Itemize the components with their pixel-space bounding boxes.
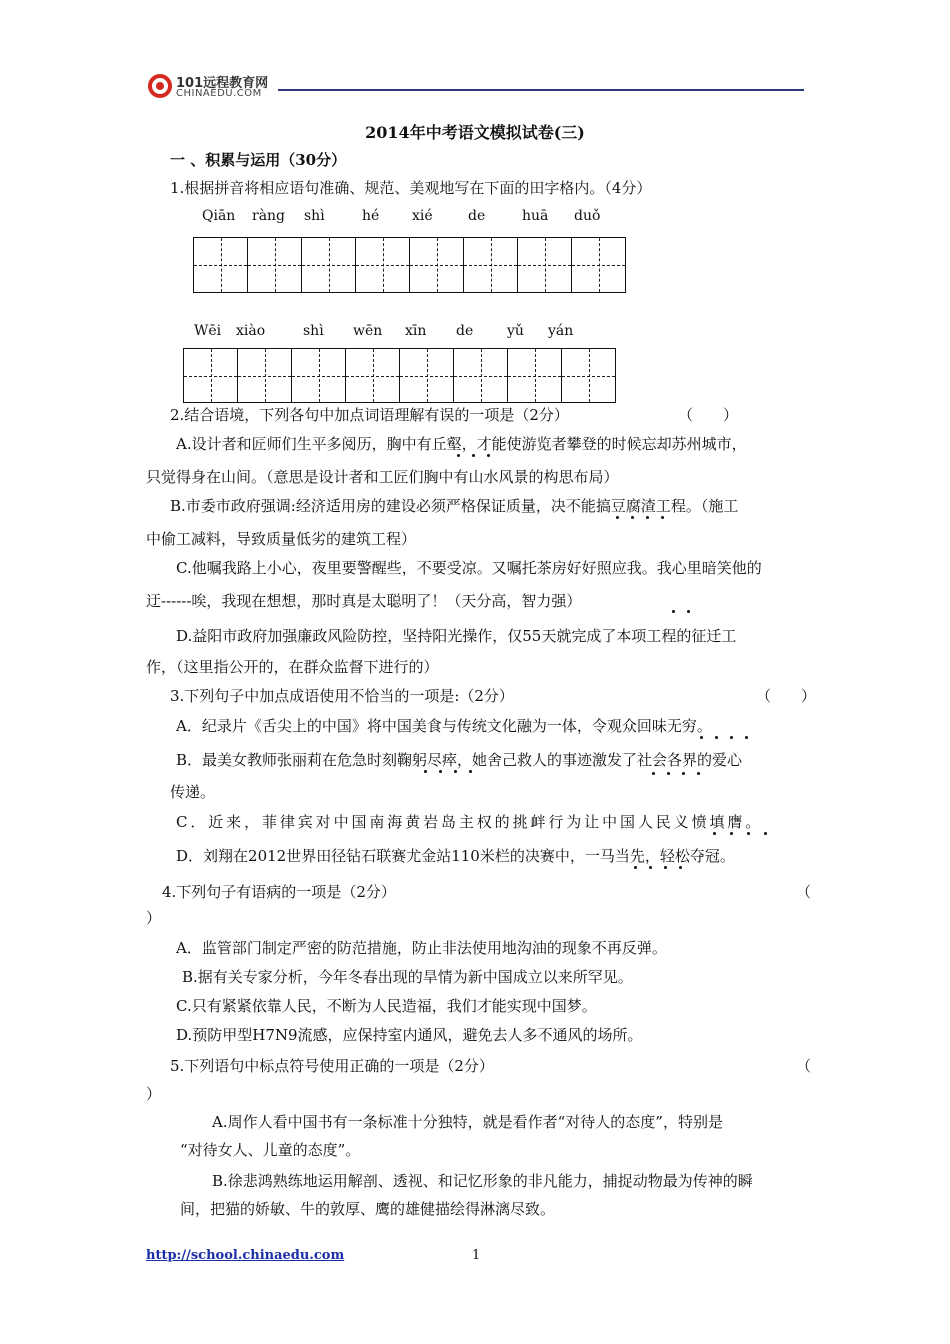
q5-option-a-cont: “对待女人、儿童的态度”。 — [180, 1141, 361, 1159]
q2-option-a: A.设计者和匠师们生平多阅历，胸中有丘壑，才能使游览者攀登的时候忘却苏州城市， — [176, 435, 747, 453]
page-number: 1 — [472, 1248, 481, 1263]
tianzi-cell[interactable] — [194, 238, 248, 292]
pinyin: shì — [303, 323, 324, 339]
q3-option-a: A．纪录片《舌尖上的中国》将中国美食与传统文化融为一体，令观众回味无穷。 — [176, 717, 712, 735]
tianzi-grid-1[interactable] — [193, 237, 626, 293]
pinyin: Wēi — [194, 323, 222, 339]
tianzi-cell[interactable] — [400, 349, 454, 402]
emphasis-dot — [764, 832, 767, 835]
page-title: 2014年中考语文模拟试卷(三) — [365, 123, 585, 142]
answer-blank-close: ） — [146, 909, 162, 927]
pinyin: de — [456, 323, 474, 339]
q3-option-b-cont: 传递。 — [170, 783, 216, 801]
emphasis-dot — [469, 770, 472, 773]
emphasis-dot — [487, 454, 490, 457]
answer-blank-close: ） — [146, 1085, 162, 1103]
pinyin: xié — [412, 208, 433, 224]
logo-text: 101远程教育网 — [176, 76, 269, 91]
tianzi-cell[interactable] — [356, 238, 410, 292]
q4-option-c: C.只有紧紧依靠人民，不断为人民造福，我们才能实现中国梦。 — [176, 997, 597, 1015]
emphasis-dot — [472, 454, 475, 457]
pinyin: de — [468, 208, 486, 224]
logo-dot-icon — [156, 82, 164, 90]
tianzi-cell[interactable] — [410, 238, 464, 292]
emphasis-dot — [697, 772, 700, 775]
q3-option-b: B．最美女教师张丽莉在危急时刻鞠躬尽瘁，她舍己救人的事迹激发了社会各界的爱心 — [176, 751, 743, 769]
q2-option-a-cont: 只觉得身在山间。（意思是设计者和工匠们胸中有山水风景的构思布局） — [146, 468, 619, 486]
emphasis-dot — [634, 866, 637, 869]
q2-option-d-cont: 作，（这里指公开的，在群众监督下进行的） — [146, 658, 439, 676]
tianzi-cell[interactable] — [346, 349, 400, 402]
emphasis-dot — [687, 610, 690, 613]
q2-option-b-cont: 中偷工减料，导致质量低劣的建筑工程） — [146, 530, 417, 548]
q5-option-b: B.徐悲鸿熟练地运用解剖、透视、和记忆形象的非凡能力，捕捉动物最为传神的瞬 — [212, 1172, 753, 1190]
emphasis-dot — [667, 772, 670, 775]
emphasis-dot — [713, 832, 716, 835]
emphasis-dot — [730, 832, 733, 835]
emphasis-dot — [649, 866, 652, 869]
q4-option-a: A．监管部门制定严密的防范措施，防止非法使用地沟油的现象不再反弹。 — [176, 939, 667, 957]
pinyin: yán — [548, 323, 574, 339]
answer-blank[interactable]: （ ） — [678, 406, 739, 424]
pinyin: hé — [362, 208, 380, 224]
emphasis-dot — [661, 516, 664, 519]
emphasis-dot — [745, 736, 748, 739]
emphasis-dot — [715, 736, 718, 739]
emphasis-dot — [454, 770, 457, 773]
answer-blank-open[interactable]: （ — [796, 883, 812, 901]
tianzi-cell[interactable] — [292, 349, 346, 402]
q2-stem: 2.结合语境，下列各句中加点词语理解有误的一项是（2分） — [170, 406, 569, 424]
emphasis-dot — [747, 832, 750, 835]
emphasis-dot — [457, 454, 460, 457]
tianzi-grid-2[interactable] — [183, 348, 616, 403]
emphasis-dot — [424, 770, 427, 773]
emphasis-dot — [646, 516, 649, 519]
q5-stem: 5.下列语句中标点符号使用正确的一项是（2分） — [170, 1057, 494, 1075]
tianzi-cell[interactable] — [184, 349, 238, 402]
tianzi-cell[interactable] — [518, 238, 572, 292]
emphasis-dot — [652, 772, 655, 775]
tianzi-cell[interactable] — [302, 238, 356, 292]
q3-option-c: C．近来，菲律宾对中国南海黄岩岛主权的挑衅行为让中国人民义愤填膺。 — [176, 813, 764, 831]
tianzi-cell[interactable] — [508, 349, 562, 402]
tianzi-cell[interactable] — [464, 238, 518, 292]
footer-link[interactable]: http://school.chinaedu.com — [146, 1248, 345, 1263]
tianzi-cell[interactable] — [562, 349, 616, 402]
emphasis-dot — [672, 610, 675, 613]
pinyin: yǔ — [507, 323, 524, 339]
emphasis-dot — [682, 772, 685, 775]
pinyin: ràng — [252, 208, 286, 224]
tianzi-cell[interactable] — [454, 349, 508, 402]
q5-option-b-cont: 间，把猫的娇敏、牛的敦厚、鹰的雄健描绘得淋漓尽致。 — [180, 1200, 556, 1218]
pinyin: xīn — [405, 323, 427, 339]
pinyin: xiào — [236, 323, 266, 339]
emphasis-dot — [631, 516, 634, 519]
emphasis-dot — [700, 736, 703, 739]
q2-option-d: D.益阳市政府加强廉政风险防控，坚持阳光操作，仅55天就完成了本项工程的征迁工 — [176, 627, 737, 645]
pinyin: huā — [522, 208, 549, 224]
q4-stem: 4.下列句子有语病的一项是（2分） — [162, 883, 396, 901]
answer-blank-open[interactable]: （ — [796, 1057, 812, 1075]
q2-option-b: B.市委市政府强调:经济适用房的建设必须严格保证质量，决不能搞豆腐渣工程。（施工 — [170, 497, 739, 515]
answer-blank[interactable]: （ ） — [756, 687, 817, 705]
q1-stem: 1.根据拼音将相应语句准确、规范、美观地写在下面的田字格内。（4分） — [170, 179, 652, 197]
pinyin: wēn — [353, 323, 383, 339]
emphasis-dot — [439, 770, 442, 773]
emphasis-dot — [616, 516, 619, 519]
q3-option-d: D．刘翔在2012世界田径钻石联赛尤金站110米栏的决赛中，一马当先，轻松夺冠。 — [176, 847, 735, 865]
q4-option-b: B.据有关专家分析，今年冬春出现的旱情为新中国成立以来所罕见。 — [182, 968, 633, 986]
emphasis-dot — [679, 866, 682, 869]
tianzi-cell[interactable] — [572, 238, 626, 292]
q2-option-c: C.他嘱我路上小心，夜里要警醒些，不要受凉。又嘱托茶房好好照应我。我心里暗笑他的 — [176, 559, 762, 577]
q5-option-a: A.周作人看中国书有一条标准十分独特，就是看作者“对待人的态度”，特别是 — [212, 1113, 723, 1131]
tianzi-cell[interactable] — [248, 238, 302, 292]
logo-subtext: CHINAEDU.COM — [176, 88, 262, 99]
section-heading: 一 、积累与运用（30分） — [170, 151, 347, 169]
pinyin: shì — [304, 208, 325, 224]
q3-stem: 3.下列句子中加点成语使用不恰当的一项是:（2分） — [170, 687, 514, 705]
q4-option-d: D.预防甲型H7N9流感，应保持室内通风，避免去人多不通风的场所。 — [176, 1026, 643, 1044]
emphasis-dot — [730, 736, 733, 739]
tianzi-cell[interactable] — [238, 349, 292, 402]
emphasis-dot — [664, 866, 667, 869]
pinyin: duǒ — [574, 208, 601, 224]
header-rule — [278, 89, 804, 91]
pinyin: Qiān — [202, 208, 236, 224]
q2-option-c-cont: 迂------唉，我现在想想，那时真是太聪明了！（天分高，智力强） — [146, 592, 582, 610]
